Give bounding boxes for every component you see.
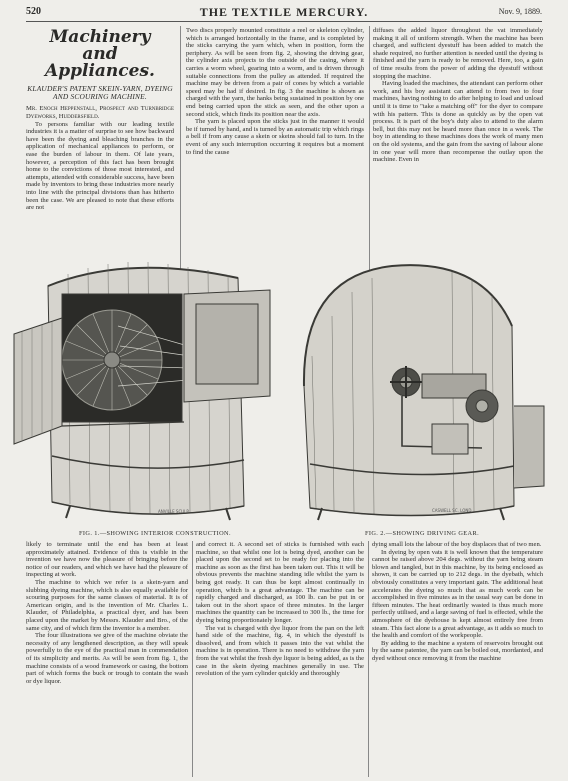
column-3-bottom bbox=[372, 541, 543, 777]
header-rule bbox=[26, 21, 542, 22]
figure-2-driving-gear bbox=[282, 256, 562, 528]
paragraph: The yarn is placed upon the sticks just in the manner it would be if turned by hand, and is turned by an automatic trip which rings a bell if from any cause a skein or skeins should fail to turn. In the event of any such interruption occurring it requires but a moment to find the cause bbox=[186, 118, 364, 156]
paragraph: By adding to the machine a system of reservoirs brought out by the same patentee, the yarn can be boiled out, mordanted, and dyed without once removing it from the machine bbox=[372, 639, 543, 662]
article-title: KLAUDER'S PATENT SKEIN-YARN, DYEING AND SCOURING MACHINE. bbox=[27, 84, 173, 102]
paragraph: dying small lots the labour of the boy displaces that of two men. bbox=[372, 541, 542, 548]
journal-title: THE TEXTILE MERCURY. bbox=[199, 5, 369, 19]
svg-text:CASWELL SC. LOND.: CASWELL SC. LOND. bbox=[432, 508, 473, 513]
paragraph: In dyeing by open vats it is well known that the temperature cannot be raised above 204 degs. without the yarn being steam blown and tangled, but in this machine, by its being enclosed as shown, it can be carried up to 212 degs. in the dyebath, which obviously constitutes a very important gain. The additional heat accelerates the dyeing so much that as much work can be accomplished in five minutes as in the usual way can be done in fifteen minutes. The heat ordinarily wasted is thus much more perfectly utilised, and a large saving of fuel is effected, while the atmosphere of the dyehouse is kept almost entirely free from steam. This fact alone is a great advantage, as it adds so much to the health and comfort of the workpeople. bbox=[372, 548, 543, 640]
paragraph: To persons familiar with our leading textile industries it is a matter of surprise to see how backward have been the dyeing and bleaching branches in the application of mechanical appliances to perform, or ease the burden of labour in them. Of late years, however, a perception of this fact has been brought home to the convictions of those most interested, and attempts, attended with considerable success, have been made by inventors to bring these industries more nearly into line with the principal divisions than has hitherto been the case. We are pleased to note that these efforts are not bbox=[26, 120, 174, 212]
paragraph: diffuses the added liquor throughout the vat immediately making it all of uniform strength. When the machine has been charged, and sufficient dyestuff has been added to match the shade required, no further attention is needed until the dyeing is finished and the yarn is ready to be removed. Here, too, a gain of time results from the power of adding the dyestuff without stopping the machine. bbox=[373, 27, 543, 80]
section-title bbox=[26, 29, 174, 80]
paragraph: Two discs properly mounted constitute a reel or skeleton cylinder, which is arranged horizontally in the frame, and is completed by the sticks carrying the yarn which, when in position, form the periphery. As will be seen from fig. 2, showing the driving gear, the cylinder axis projects to the outside of the casing, where it carries a worm wheel, gearing into a worm, and is driven through suitable connections from the pulley as attended. If required the machine may be driven from a pair of cones by which a variable speed may be had if desired. In fig. 3 the machine is shown as charged with the yarn, the hanks being sustained in position by one end being carried upon the stick as seen, and the other upon a second stick, which finds its position near the axis. bbox=[186, 27, 364, 118]
page-header bbox=[26, 6, 542, 20]
column-2-bottom bbox=[196, 541, 364, 777]
section-title-line-2: and Appliances. bbox=[45, 44, 155, 81]
paragraph: The vat is charged with dye liquor from the pan on the left hand side of the machine, fig. 4, in which the dyestuff is dissolved, and from which it passes into the vat whilst the machine is in operation. There is no need to withdraw the yarn from the vat whilst the fresh dye liquor is being added, as is the case in the skein dyeing machines generally in use. The revolution of the yarn cylinder quickly and thoroughly bbox=[196, 624, 364, 678]
figure-2-caption: FIG. 2.—SHOWING DRIVING GEAR. bbox=[364, 530, 480, 537]
paragraph: The four illustrations we give of the machine obviate the necessity of any lengthened description, as they will speak powerfully to the eye of the practical man in commendation of its simplicity and merits. As will be seen from fig. 1, the machine consists of a wood framework or casing, the bottom part of which forms the buck or trough to contain the wash or dye liquor. bbox=[26, 632, 188, 685]
figure-1-caption: FIG. 1.—SHOWING INTERIOR CONSTRUCTION. bbox=[79, 530, 231, 537]
figure-1-interior-construction bbox=[8, 256, 286, 528]
svg-text:ANVILLE SCULP: ANVILLE SCULP bbox=[158, 509, 189, 514]
column-divider bbox=[368, 541, 369, 777]
byline: Mr. Enoch Heppenstall, Prospect and Turnbridge Dyeworks, Huddersfield. bbox=[26, 105, 174, 120]
column-divider bbox=[192, 541, 193, 777]
paragraph: likely to terminate until the end has been at least approximately attained. Evidence of this is visible in the invention we have now the pleasure of bringing before the notice of our readers, and which we have had the pleasure of inspecting at work. bbox=[26, 541, 188, 579]
section-title-line-1: Machinery bbox=[49, 27, 151, 47]
paragraph: Having loaded the machines, the attendant can perform other work, and his boy assistant can attend to from two to four machines, having nothing to do after helping to load and unload until it is time to "take a matching off" for the dyer to compare with his pattern. This is done as quickly as by the open vat process. It is part of the boy's duty also to attend to the alarm bell, but this may not be heard more than once in a week. The boy in attending to these machines does the work of many men on the old systems, and the gain from the saving of labour alone in one year will more than recompense the outlay upon the machine. Even in bbox=[373, 80, 543, 164]
issue-date: Nov. 9, 1889. bbox=[498, 7, 542, 16]
page-number: 520 bbox=[26, 6, 41, 17]
paragraph: The machine to which we refer is a skein-yarn and slubbing dyeing machine, which is also equally available for scouring purposes for the same classes of material. It is of American origin, and is the invention of Mr. Charles L. Klauder, of Philadelphia, a practical dyer, and has been placed upon the market by Messrs. Klauder and Bro., of the same city, and of which firm the inventor is a member. bbox=[26, 578, 188, 632]
paragraph: and correct it. A second set of sticks is furnished with each machine, so that whilst one lot is being dyed, another can be placed upon the second set to be ready for placing into the machine as soon as the first has been taken out. This it will be obvious prevents the machine standing idle whilst the yarn is being got ready. It can thus be kept almost continually in operation, which is a great advantage. The machine can be rapidly charged and discharged, as 100 lb. can be put in or taken out in the short space of three minutes. In the larger machines the quantity can be increased to 300 lb., the time for dyeing being proportionately longer. bbox=[196, 541, 364, 624]
column-1-bottom bbox=[26, 541, 188, 777]
